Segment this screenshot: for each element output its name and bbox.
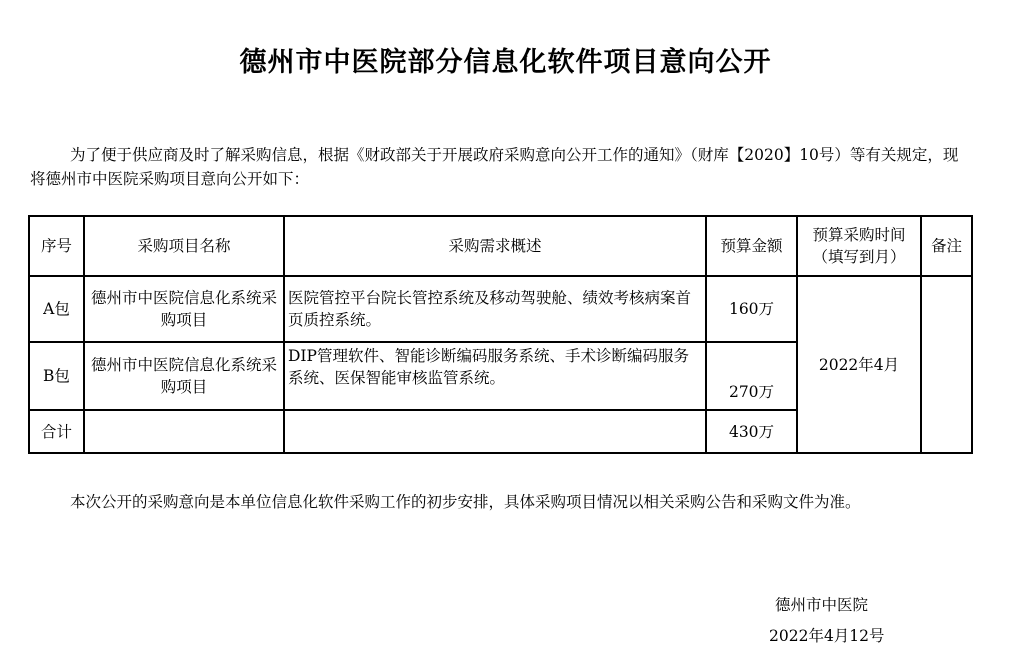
row-name: 德州市中医院信息化系统采购项目 [84, 342, 284, 410]
row-name: 德州市中医院信息化系统采购项目 [84, 276, 284, 342]
row-no: A包 [29, 276, 84, 342]
table-header-row [29, 216, 972, 276]
header-time-line2: （填写到月） [812, 248, 906, 266]
total-amount: 430万 [706, 410, 797, 453]
total-desc-empty [284, 410, 706, 453]
total-label: 合计 [29, 410, 84, 453]
row-desc: 医院管控平台院长管控系统及移动驾驶舱、绩效考核病案首页质控系统。 [284, 276, 706, 342]
header-name: 采购项目名称 [84, 216, 284, 276]
row-amount: 160万 [706, 276, 797, 342]
header-no: 序号 [29, 216, 84, 276]
issue-date: 2022年4月12号 [769, 627, 885, 645]
header-time [797, 216, 921, 276]
document-title: 德州市中医院部分信息化软件项目意向公开 [239, 47, 772, 78]
signer: 德州市中医院 [775, 596, 869, 614]
header-amount: 预算金额 [706, 216, 797, 276]
row-no: B包 [29, 342, 84, 410]
row-desc: DIP管理软件、智能诊断编码服务系统、手术诊断编码服务系统、医保智能审核监管系统。 [284, 342, 706, 410]
note-cell [921, 276, 972, 453]
procurement-table [28, 215, 973, 454]
header-note: 备注 [921, 216, 972, 276]
header-desc: 采购需求概述 [284, 216, 706, 276]
header-time-line1: 预算采购时间 [812, 226, 906, 244]
time-value: 2022年4月 [797, 276, 921, 453]
table-row [29, 276, 972, 342]
closing-note: 本次公开的采购意向是本单位信息化软件采购工作的初步安排，具体采购项目情况以相关采购公告和采购文件为准。 [70, 493, 861, 511]
row-amount: 270万 [706, 342, 797, 410]
total-name-empty [84, 410, 284, 453]
intro-paragraph: 为了便于供应商及时了解采购信息，根据《财政部关于开展政府采购意向公开工作的通知》（财库【2020】10号）等有关规定，现将德州市中医院采购项目意向公开如下： [30, 146, 959, 188]
